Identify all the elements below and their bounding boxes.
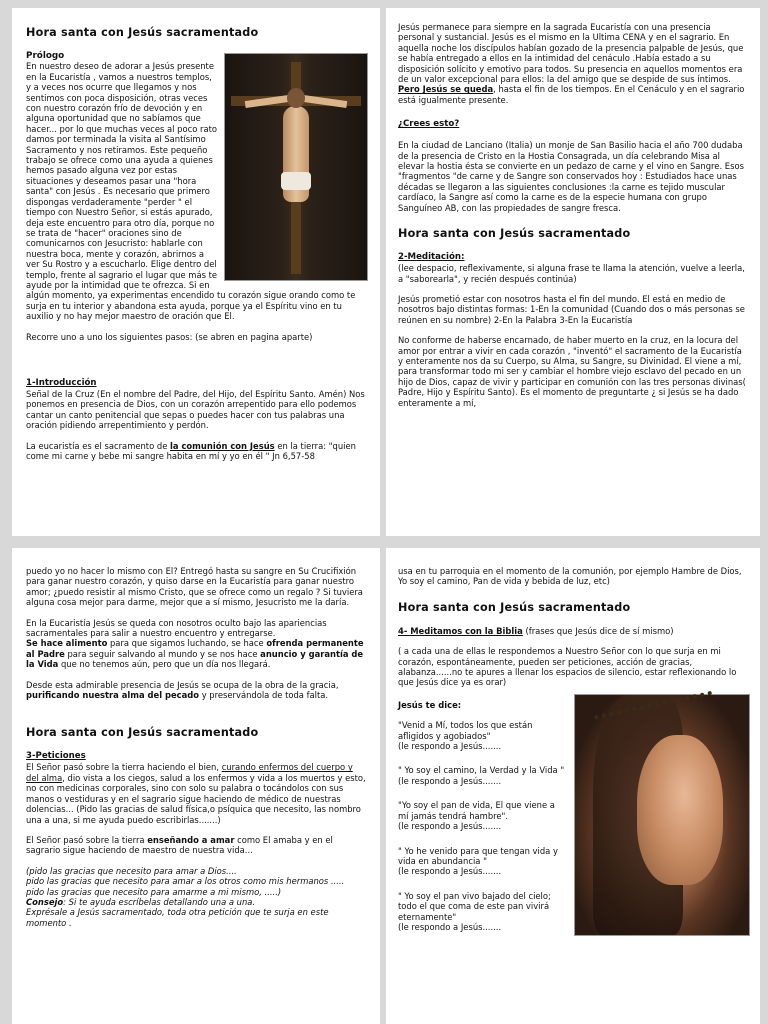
ensenando-bold: enseñando a amar <box>147 834 235 845</box>
obra-bold: purificando nuestra alma del pecado <box>26 690 200 701</box>
jesus-face-image <box>574 694 750 936</box>
obra-text <box>26 680 368 701</box>
consejo-label: Consejo <box>26 896 64 907</box>
crees-heading: ¿Crees esto? <box>398 119 460 130</box>
page-4 <box>386 548 760 1024</box>
ensenando-pre: El Señor pasó sobre la tierra <box>26 834 148 845</box>
quote-5: " Yo soy el pan vivo bajado del cielo; todo el que coma de este pan vivirá eternamente" <box>398 890 551 922</box>
consejo-body: : Si te ayuda escríbelas detallando una a una. <box>63 896 256 907</box>
presence-bold: Pero Jesús se queda <box>398 84 494 95</box>
page-1 <box>12 8 380 536</box>
quote-1: "Venid a Mí, todos los que están afligidos y agobiados" <box>398 720 533 741</box>
peticiones-post: , dio vista a los ciegos, salud a los enfermos y vida a los muertos y esto, no con medicinas corporales, sino con solo su palabra o tocándolos con sus manos o vestiduras y en el sagrario sigue haciendo de médico de nuestras dolencias... (Pido las gracias de salud física,o psíquica que necesito, las nombro una a una, si me ayuda puedo escribirlas.......) <box>26 772 366 825</box>
page-title: Hora santa con Jesús sacramentado <box>26 26 259 39</box>
meditacion-note: (lee despacio, reflexivamente, si alguna frase te llama la atención, vuelve a leerla, a "saborearla", y recién después continúa) <box>398 263 745 284</box>
lanciano-text: En la ciudad de Lanciano (Italia) un monje de San Basilio hacia el año 700 dudaba de la presencia de Cristo en la Hostia Consagrada, un día celebrando Misa al elevar la hostia ésta se convierte en un pedazo de carne y el vino en Sangre. Esos "fragmentos "de carne y de Sangre son conservados hoy : Estudiados hace unas décadas se llegaron a las siguientes conclusiones :la carne es tejido muscular cardíaco, la Sangre así como la carne es de la especie humana con grupo Sanguíneo AB, con las propiedades de sangre fresca. <box>398 140 744 213</box>
biblia-body: ( a cada una de ellas le respondemos a Nuestro Señor con lo que surja en mi corazón, espontáneamente, pueden ser peticiones, acción de gracias, alabanza......no te apures a llenar los espacios de silencio, estar reflexionando lo que Jesús dice ya es orar) <box>398 646 737 688</box>
continuation-text: usa en tu parroquia en el momento de la comunión, por ejemplo Hambre de Dios, Yo soy el camino, Pan de vida y bebida de luz, etc) <box>398 566 742 587</box>
consejo-text <box>26 897 368 907</box>
meditacion-heading: 2-Meditación: <box>398 252 465 263</box>
recorre-text: Recorre uno a uno los siguientes pasos: (se abren en pagina aparte) <box>26 331 313 342</box>
alimento-text-3: que no tenemos aún, pero que un día nos llegará. <box>58 659 271 670</box>
prologo-heading: Prólogo <box>26 51 65 61</box>
section-title: Hora santa con Jesús sacramentado <box>398 227 631 241</box>
alimento-text-2: para seguir salvando al mundo y se nos hace <box>64 648 261 659</box>
quote-2: " Yo soy el camino, la Verdad y la Vida " <box>398 765 565 776</box>
peticiones-underline: curando enfermos del cuerpo y del alma <box>26 762 353 783</box>
eucaristia-post: en la tierra: "quien come mi carne y bebe mi sangre habita en mí y yo en él " Jn 6,57-58 <box>26 440 356 461</box>
page-2 <box>386 8 760 536</box>
alimento-text-1: para que sigamos luchando, se hace <box>107 638 267 649</box>
ensenando-post: como El amaba y en el sagrario sigue haciendo de maestro de nuestra vida... <box>26 834 333 856</box>
respond-4: (le respondo a Jesús....... <box>398 866 502 877</box>
meditacion-body-2: No conforme de haberse encarnado, de haber muerto en la cruz, en la locura del amor por entrar a vivir en cada corazón , "inventó" el sacramento de la Eucaristía y enteramente nos da su Cuerpo, su Alma, su Sangre, su Divinidad. El viene a mí, para transformar todo mi ser y cambiar el hombre viejo esclavo del pecado en un hijo de Dios, capaz de vivir y participar en comunión con las tres personas divinas( Padre, Hijo y Espíritu Santo). Es el momento de preguntarte ¿ si Jesús se ha dado enteramente a mí, <box>398 335 746 408</box>
alimento-text <box>26 638 368 669</box>
expresale-text: Exprésale a Jesús sacramentado, toda otra petición que te surja en este momento . <box>26 907 329 928</box>
dice-heading: Jesús te dice: <box>398 699 462 710</box>
respond-1: (le respondo a Jesús....... <box>398 741 502 752</box>
respond-5: (le respondo a Jesús....... <box>398 921 502 932</box>
peticiones-text <box>26 762 368 824</box>
page-3 <box>12 548 380 1024</box>
alimento-bold-3: anuncio y garantía de la Vida <box>26 648 364 670</box>
eucaristia-bold: la comunión con Jesús <box>170 440 275 451</box>
pido-line-1: (pido las gracias que necesito para amar a Dios.... <box>26 865 237 876</box>
alimento-bold-1: Se hace alimento <box>26 638 108 649</box>
presence-post: , hasta el fin de los tiempos. En el Cenáculo y en el sagrario está igualmente presente. <box>398 84 745 105</box>
intro-heading: 1-Introducción <box>26 377 97 388</box>
respond-3: (le respondo a Jesús....... <box>398 821 502 832</box>
meditacion-body: Jesús prometió estar con nosotros hasta el fin del mundo. El está en medio de nosotros bajo distintas formas: 1-En la comunidad (Cuando dos o más personas se reúnen en su nombre) 2-En la Palabra 3-En la Eucaristía <box>398 293 745 325</box>
obra-pre: Desde esta admirable presencia de Jesús se ocupa de la obra de la gracia, <box>26 679 339 690</box>
eucaristia-text <box>26 441 368 462</box>
peticiones-pre: El Señor pasó sobre la tierra haciendo el bien, <box>26 762 222 773</box>
section-title: Hora santa con Jesús sacramentado <box>398 600 631 614</box>
quote-3: "Yo soy el pan de vida, El que viene a mí jamás tendrá hambre". <box>398 800 555 821</box>
crucifix-image <box>224 53 368 281</box>
peticiones-heading: 3-Peticiones <box>26 751 86 762</box>
pido-line-2: pido las gracias que necesito para amar a los otros como mis hermanos ..... <box>26 876 345 887</box>
respond-2: (le respondo a Jesús....... <box>398 775 502 786</box>
biblia-heading: 4- Meditamos con la Biblia <box>398 625 523 636</box>
presence-text <box>398 22 748 105</box>
alimento-bold-2: ofrenda permanente al Padre <box>26 638 364 659</box>
continuation-text: puedo yo no hacer lo mismo con El? Entregó hasta su sangre en Su Crucifixión para ganar nuestro corazón, y quiso darse en la Eucaristía para ganar nuestro amor; ¿puedo resistir al mismo Cristo, que se ofrece como un regalo ? Si tuviera alguna cosa mejor para darme, mejor que a sí mismo, Jesucristo me la daría. <box>26 566 363 608</box>
intro-body: Señal de la Cruz (En el nombre del Padre, del Hijo, del Espíritu Santo. Amén) Nos ponemos en presencia de Dios, con un corazón arrepentido para ello podemos cantar un canto penitencial que sepas o puedes hacer con tus palabras una oración pidiendo arrepentimiento y perdón. <box>26 388 365 431</box>
prologo-body: En nuestro deseo de adorar a Jesús presente en la Eucaristía , vamos a nuestros templos, y a veces nos ocurre que llegamos y nos sentimos con poca disposición, otras veces con nuestro corazón frío de devoción y en alguna oportunidad que no sabíamos que hacer... por lo que muchas veces al poco rato damos por terminada la visita al Santísimo Sacramento y nos retiramos. Este pequeño trabajo se ofrece como una ayuda a quienes hemos pasado alguna vez por estas situaciones y deseamos pasar una "hora santa" con Jesús . Es necesario que primero dispongas verdaderamente "perder " el tiempo con Nuestro Señor, si estás apurado, deja este encuentro para otro día, porque no se trata de "hacer" oraciones sino de comunicarnos con Jesucristo: hablarle con nuestra boca, mente y corazón, abrirnos a ver Su Rostro y a escucharlo. Elige dentro del templo, frente al sagrario el lugar que más te ayude por la intimidad que te ofrezca. Si en algún momento, ya experimentas encendido tu corazón sigue orando como te surja en tu interior y abandona esta ayuda, porque ya el Espíritu vino en tu auxilio y no hay mejor maestro de oración que El. <box>26 61 356 322</box>
pido-line-3: pido las gracias que necesito para amarme a mi mismo, .....) <box>26 886 282 897</box>
ensenando-text <box>26 835 368 856</box>
presence-pre: Jesús permanece para siempre en la sagrada Eucaristía con una presencia personal y sustancial. Jesús es el mismo en la Ultima CENA y en el sagrario. En aquella noche los discípulos habían gozado de la presencia palpable de Jesús, que se había entregado a ellos en la intimidad del cenáculo .Había estado a su disposición solícito y emotivo para todos. Su presencia en aquellos momentos era de un valor excepcional para ellos: la del amigo que se despide de sus íntimos. <box>398 22 744 85</box>
biblia-heading-line <box>398 626 748 636</box>
eucaristia-pre: La eucaristía es el sacramento de <box>26 440 171 451</box>
quote-4: " Yo he venido para que tengan vida y vida en abundancia " <box>398 845 558 866</box>
obra-post: y preservándola de toda falta. <box>199 690 329 701</box>
section-title: Hora santa con Jesús sacramentado <box>26 726 259 740</box>
biblia-note: (frases que Jesús dice de sí mismo) <box>522 625 674 636</box>
oculto-text: En la Eucaristía Jesús se queda con nosotros oculto bajo las apariencias sacramentales para salir a nuestro encuentro y entregarse. <box>26 617 327 639</box>
